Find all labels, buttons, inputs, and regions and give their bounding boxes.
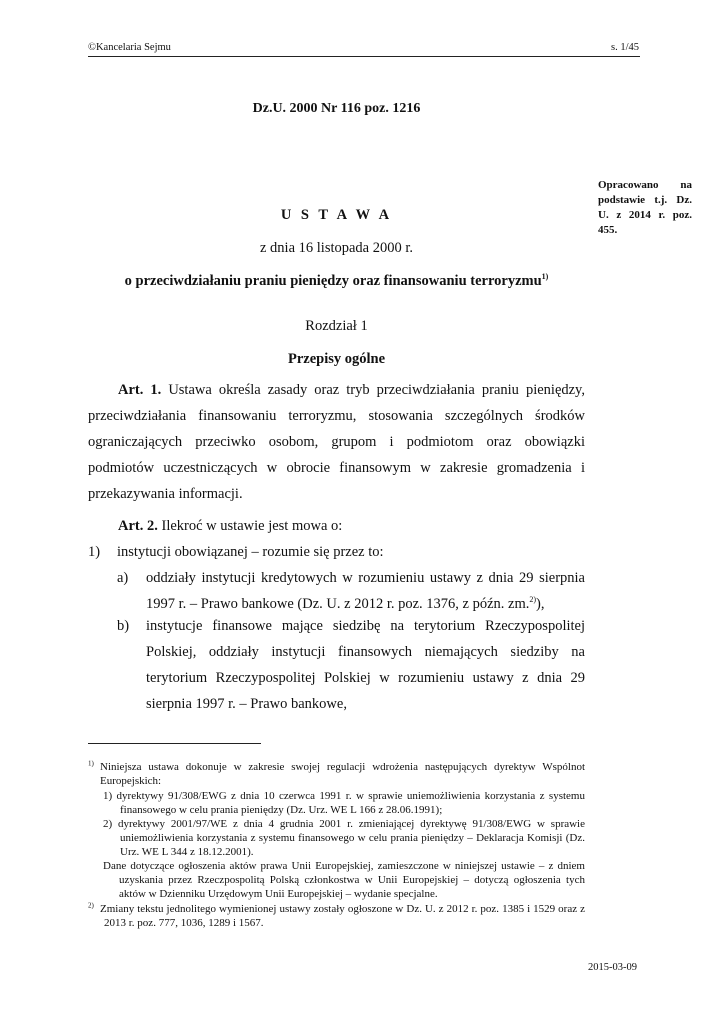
article-2-text: Ilekroć w ustawie jest mowa o: [157,518,343,534]
item-a-body: oddziały instytucji kredytowych w rozumieniu ustawy z dnia 29 sierpnia 1997 r. – Prawo bankowe (Dz. U. z 2012 r. poz. 1376, z późn. zm. [146,570,585,612]
footnote-1-mark [88,760,94,774]
act-title: U S T A W A [280,207,393,223]
footnote-ref-2[interactable]: 2) [529,595,537,605]
document-reference: Dz.U. 2000 Nr 116 poz. 1216 [252,101,421,116]
act-subject [88,273,585,290]
article-2 [88,513,585,539]
act-subject-text: o przeciwdziałaniu praniu pieniędzy oraz finansowaniu terroryzmu [124,273,542,289]
footnote-1-intro: Niniejsza ustawa dokonuje w zakresie swojej regulacji wdrożenia następujących dyrektyw Wspólnot Europejskich: [100,761,585,787]
chapter-name: Przepisy ogólne [287,351,386,367]
footnote-2-text: Zmiany tekstu jednolitego wymienionej ustawy zostały ogłoszone w Dz. U. z 2012 r. poz. 1385 i 1529 oraz z 2013 r. poz. 777, 1036, 1289 i 1567. [100,903,585,929]
publication-date: 2015-03-09 [588,962,637,973]
act-date: z dnia 16 listopada 2000 r. [259,240,414,256]
item-b-letter: b) [117,618,130,634]
side-note: Opracowano na podstawie t.j. Dz. U. z 2014 r. poz. 455. [598,179,692,236]
footnote-1-sup: 1) [88,759,94,768]
footnote-1-item-2: 2) dyrektywy 2001/97/WE z dnia 4 grudnia 2001 r. zmieniającej dyrektywę 91/308/EWG w sprawie uniemożliwienia korzystania z systemu finansowego w celu prania pieniędzy – Deklaracja Komisji (Dz. Urz. WE L 344 z 18.12.2001). [103,818,585,858]
item-1-number: 1) [88,544,101,560]
article-1-label: Art. 1. [118,382,162,398]
item-b-text: instytucje finansowe mające siedzibę na terytorium Rzeczypospolitej Polskiej, oddziały instytucji finansowych niemających siedziby na terytorium Rzeczypospolitej Polskiej w rozumieniu ustawy z dnia 29 sierpnia 1997 r. – Prawo bankowe, [146,618,585,712]
footnote-divider [88,743,261,744]
footnote-ref-1[interactable]: 1) [541,272,549,282]
item-1-text: instytucji obowiązanej – rozumie się przez to: [117,544,384,560]
header-copyright: ©Kancelaria Sejmu [88,42,171,53]
item-a-tail: ), [536,596,545,612]
item-a-text [146,565,585,617]
item-a-letter: a) [117,570,129,586]
chapter-number: Rozdział 1 [305,318,368,334]
article-1-text: Ustawa określa zasady oraz tryb przeciwdziałania praniu pieniędzy, przeciwdziałania finansowaniu terroryzmu, stosowania szczególnych środków ograniczających przeciwko osobom, grupom i podmiotom oraz obowiązki podmiotów uczestniczących w obrocie finansowym w zakresie gromadzenia i przekazywania informacji. [88,382,585,502]
article-1 [88,377,585,507]
footnote-2-mark [88,902,94,916]
footnote-2-sup: 2) [88,901,94,910]
footnote-1-note: Dane dotyczące ogłoszenia aktów prawa Unii Europejskiej, zamieszczone w niniejszej ustawie – z dniem uzyskania przez Rzeczpospolitą Polską członkostwa w Unii Europejskiej – dotyczą ogłoszenia tych aktów w Dzienniku Urzędowym Unii Europejskiej – wydanie specjalne. [103,860,585,900]
article-2-label: Art. 2. [118,518,158,534]
header-divider [88,56,640,57]
footnote-1-item-1: 1) dyrektywy 91/308/EWG z dnia 10 czerwca 1991 r. w sprawie uniemożliwienia korzystania z systemu finansowego w celu prania pieniędzy (Dz. Urz. WE L 166 z 28.06.1991); [103,790,585,816]
page-number: s. 1/45 [610,42,639,53]
